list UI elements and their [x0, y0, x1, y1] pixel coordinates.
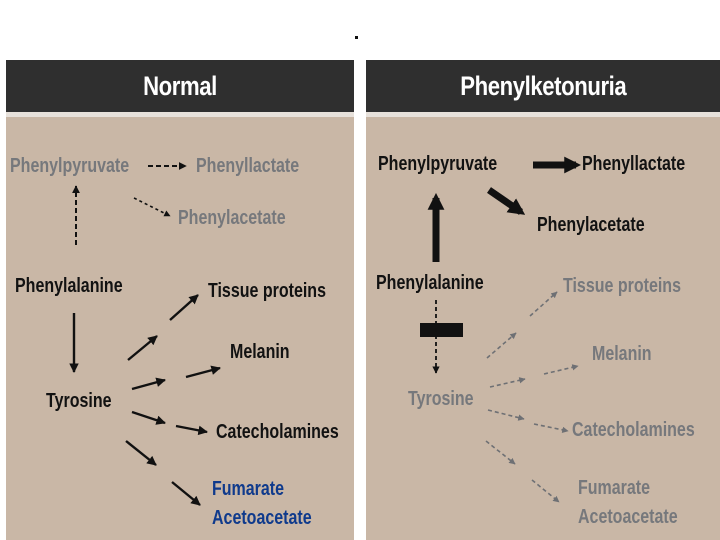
- enzyme-block-bar: [420, 323, 463, 337]
- normal-tissue-proteins-label: Tissue proteins: [208, 280, 326, 302]
- arrow-to-fumarate-1: [126, 441, 156, 465]
- panel-title-normal: Normal: [143, 70, 217, 101]
- pku-phenylpyruvate-label: Phenylpyruvate: [378, 153, 498, 175]
- pku-phenylalanine-label: Phenylalanine: [376, 272, 484, 294]
- normal-catecholamines-label: Catecholamines: [216, 421, 339, 443]
- normal-acetoacetate-label: Acetoacetate: [212, 507, 312, 529]
- panel-title-phenylketonuria: Phenylketonuria: [459, 70, 627, 101]
- normal-phenylalanine-label: Phenylalanine: [15, 275, 123, 297]
- arrow-to-fumarate-2: [172, 482, 200, 505]
- arrow-to-catecholamines-1: [132, 412, 165, 423]
- arrow-to-catecholamines-2: [176, 426, 207, 432]
- normal-phenylpyruvate-label: Phenylpyruvate: [10, 155, 130, 177]
- arrow-to-melanin-1: [186, 368, 220, 377]
- arrow-to-melanin-2: [490, 379, 525, 387]
- arrow-to-tissue-proteins-2: [487, 333, 516, 358]
- arrow-to-tissue-proteins-2: [128, 336, 157, 360]
- arrow-to-tissue-proteins-1: [170, 295, 198, 320]
- normal-phenyllactate-label: Phenyllactate: [196, 155, 300, 177]
- arrow-to-fumarate-2: [532, 480, 559, 502]
- pku-phenyllactate-label: Phenyllactate: [582, 153, 686, 175]
- bold-arrow-phenylpyruvate-to-phenylacetate: [489, 190, 521, 212]
- arrow-phenylpyruvate-to-phenylacetate: [134, 198, 170, 216]
- pku-acetoacetate-label: Acetoacetate: [578, 506, 678, 528]
- normal-phenylacetate-label: Phenylacetate: [178, 207, 286, 229]
- normal-tyrosine-label: Tyrosine: [46, 390, 112, 412]
- pku-fumarate-label: Fumarate: [578, 477, 651, 499]
- pku-melanin-label: Melanin: [592, 343, 652, 365]
- arrow-to-catecholamines-2: [534, 424, 568, 431]
- arrow-to-fumarate-1: [486, 441, 515, 464]
- pku-catecholamines-label: Catecholamines: [572, 419, 695, 441]
- normal-melanin-label: Melanin: [230, 341, 290, 363]
- pku-tyrosine-label: Tyrosine: [408, 388, 474, 410]
- arrow-to-melanin-2: [132, 380, 165, 389]
- arrow-to-tissue-proteins-1: [530, 292, 557, 316]
- pku-tissue-proteins-label: Tissue proteins: [563, 275, 681, 297]
- pku-phenylacetate-label: Phenylacetate: [537, 214, 645, 236]
- arrow-to-melanin-1: [544, 366, 578, 374]
- arrow-to-catecholamines-1: [488, 410, 524, 419]
- normal-fumarate-label: Fumarate: [212, 478, 285, 500]
